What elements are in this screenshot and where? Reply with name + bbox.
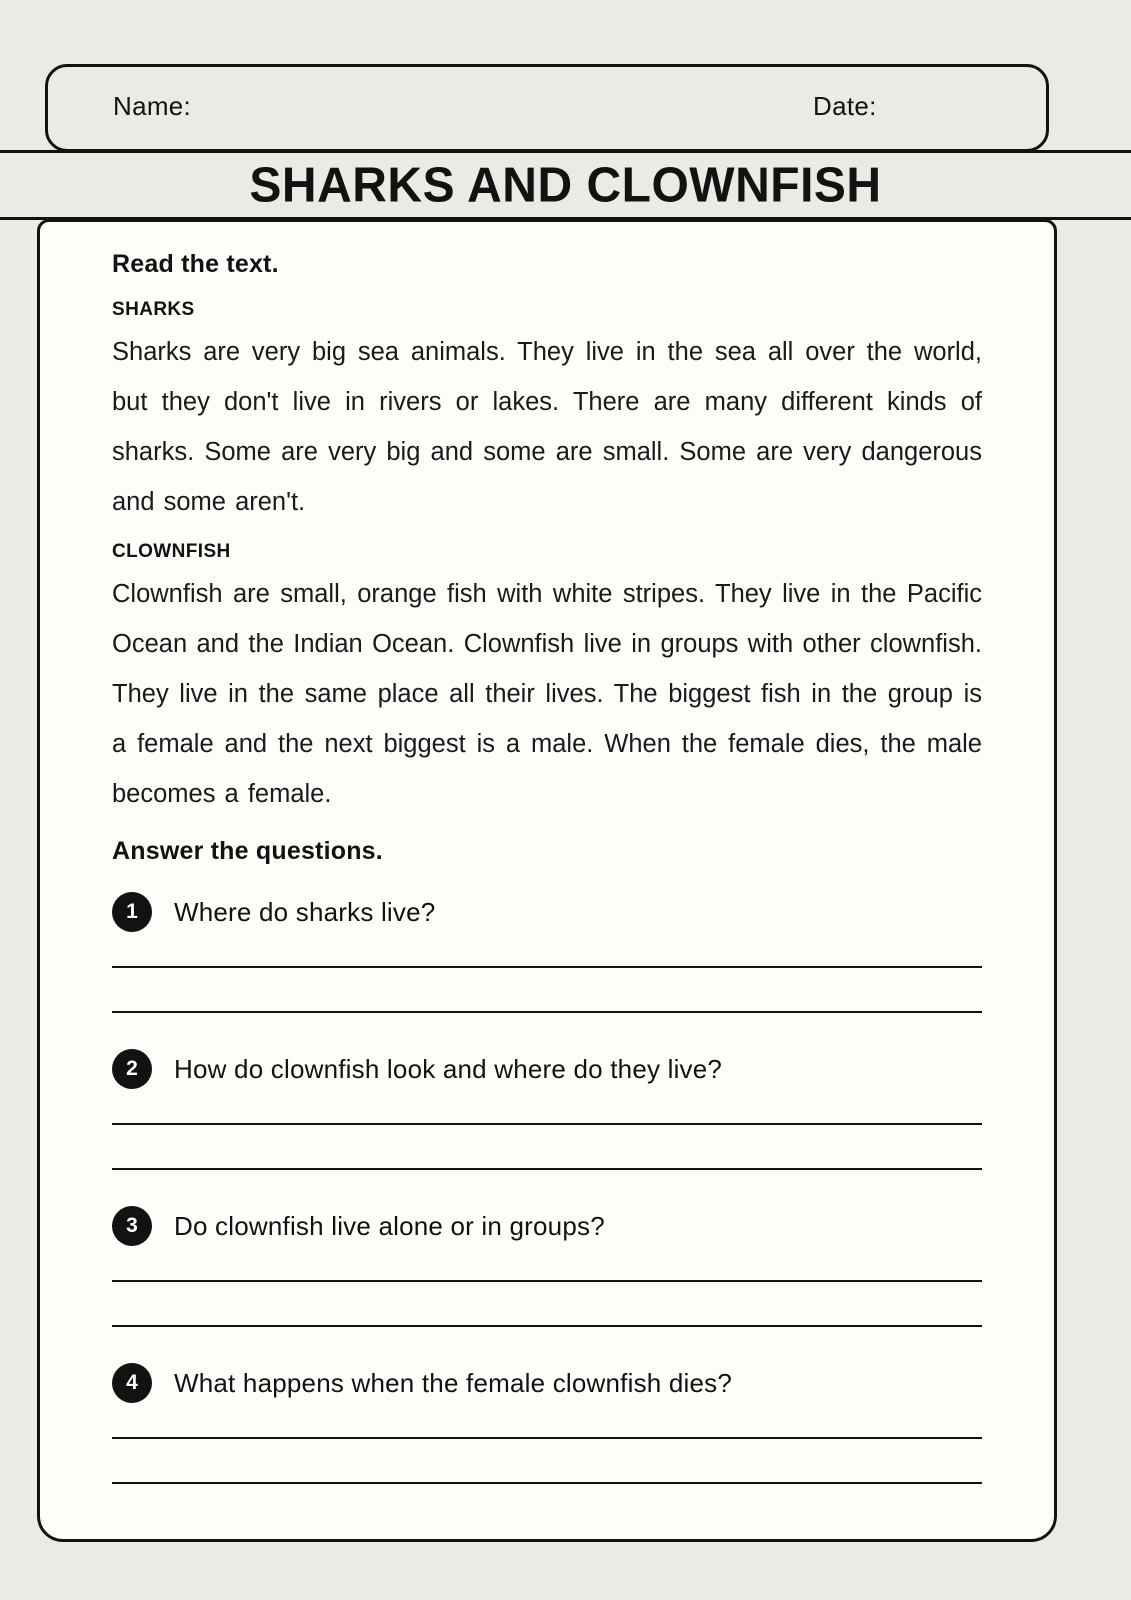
name-date-box [45,64,1049,152]
page-title: SHARKS AND CLOWNFISH [249,157,882,213]
question-number-badge: 3 [112,1206,152,1246]
question-row [112,892,982,932]
passage-heading-sharks: SHARKS [112,299,195,320]
answer-line [112,1482,982,1484]
answer-line [112,1437,982,1439]
question-block-4 [112,1363,982,1484]
answer-line [112,966,982,968]
answer-instruction: Answer the questions. [112,837,383,865]
question-row [112,1049,982,1089]
question-row [112,1206,982,1246]
name-label: Name: [113,91,192,121]
question-number-badge: 4 [112,1363,152,1403]
question-number-badge: 2 [112,1049,152,1089]
question-number-badge: 1 [112,892,152,932]
answer-line [112,1011,982,1013]
passage-clownfish: Clownfish are small, orange fish with white stripes. They live in the Pacific Ocean and the Indian Ocean. Clownfish live in groups with other clownfish. They live in the same place all their lives. The biggest fish in the group is a female and the next biggest is a male. When the female dies, the male becomes a female. [112,580,982,808]
title-band [0,150,1131,220]
read-instruction: Read the text. [112,250,279,278]
question-block-3 [112,1206,982,1327]
answer-line [112,1123,982,1125]
question-block-2 [112,1049,982,1170]
question-row [112,1363,982,1403]
answer-line [112,1168,982,1170]
answer-line [112,1325,982,1327]
question-text: Where do sharks live? [174,896,436,927]
content-box [37,219,1057,1542]
question-text: Do clownfish live alone or in groups? [174,1210,605,1241]
question-block-1 [112,892,982,1013]
answer-line [112,1280,982,1282]
date-label: Date: [813,91,877,121]
passage-sharks: Sharks are very big sea animals. They live in the sea all over the world, but they don't live in rivers or lakes. There are many different kinds of sharks. Some are very big and some are small. Some are very dangerous and some aren't. [112,338,982,516]
passage-heading-clownfish: CLOWNFISH [112,541,231,562]
question-text: What happens when the female clownfish dies? [174,1367,733,1398]
question-text: How do clownfish look and where do they live? [174,1053,723,1084]
